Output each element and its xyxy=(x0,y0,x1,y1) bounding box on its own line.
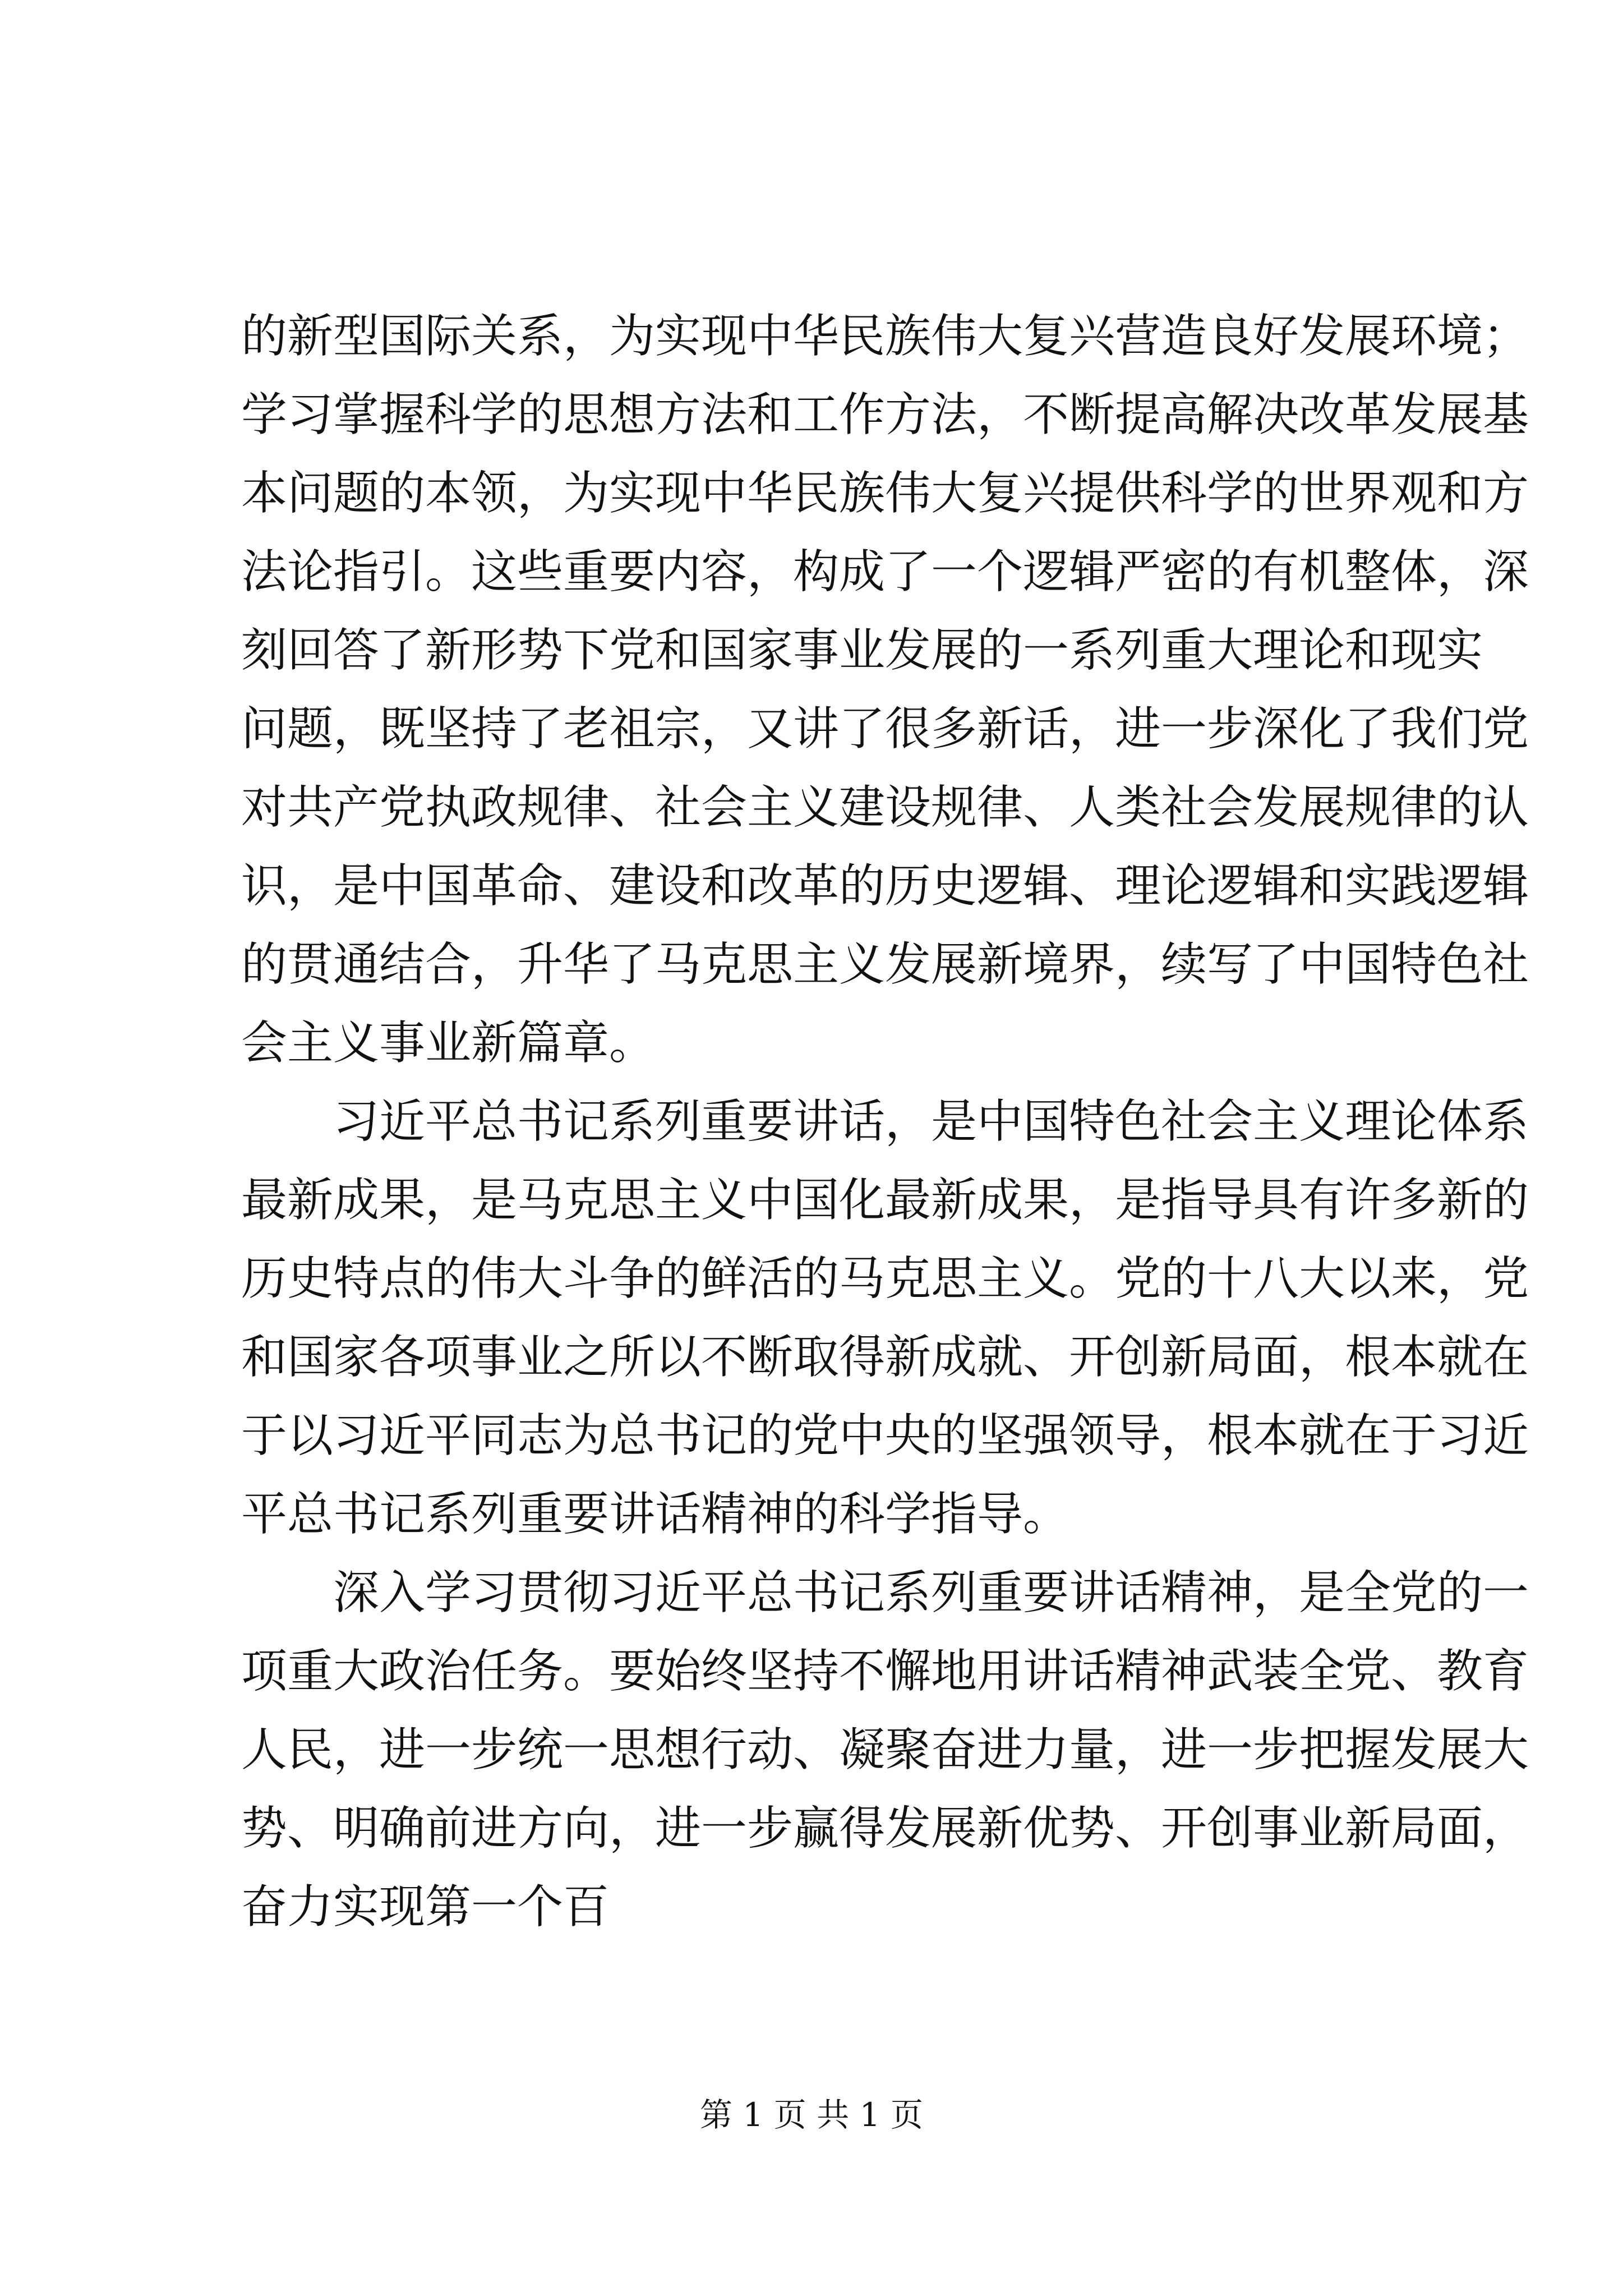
text-line: 和国家各项事业之所以不断取得新成就、开创新局面，根本就在 xyxy=(241,1331,1529,1384)
paragraph-2 xyxy=(241,1083,1529,1554)
paragraph-1 xyxy=(241,297,1529,1083)
page-footer xyxy=(0,2092,1623,2137)
text-line: 奋力实现第一个百 xyxy=(241,1880,610,1934)
text-line: 平总书记系列重要讲话精神的科学指导。 xyxy=(241,1488,1069,1541)
text-line: 刻回答了新形势下党和国家事业发展的一系列重大理论和现实 xyxy=(241,624,1483,677)
text-line: 历史特点的伟大斗争的鲜活的马克思主义。党的十八大以来，党 xyxy=(241,1252,1529,1305)
text-line: 势、明确前进方向，进一步赢得发展新优势、开创事业新局面， xyxy=(241,1802,1529,1855)
text-line: 学习掌握科学的思想方法和工作方法，不断提高解决改革发展基 xyxy=(241,388,1529,441)
text-line: 法论指引。这些重要内容，构成了一个逻辑严密的有机整体，深 xyxy=(241,545,1529,599)
text-line: 会主义事业新篇章。 xyxy=(241,1016,656,1070)
paragraph-3 xyxy=(241,1554,1529,1947)
text-line: 问题，既坚持了老祖宗，又讲了很多新话，进一步深化了我们党 xyxy=(241,702,1529,756)
text-line: 于以习近平同志为总书记的党中央的坚强领导，根本就在于习近 xyxy=(241,1409,1529,1462)
text-line: 的贯通结合，升华了马克思主义发展新境界，续写了中国特色社 xyxy=(241,938,1529,991)
text-line: 深入学习贯彻习近平总书记系列重要讲话精神，是全党的一 xyxy=(333,1566,1529,1619)
text-line: 最新成果，是马克思主义中国化最新成果，是指导具有许多新的 xyxy=(241,1174,1529,1227)
text-line: 的新型国际关系，为实现中华民族伟大复兴营造良好发展环境； xyxy=(241,310,1529,363)
document-body xyxy=(241,297,1529,1947)
text-line: 对共产党执政规律、社会主义建设规律、人类社会发展规律的认 xyxy=(241,781,1529,834)
text-line: 项重大政治任务。要始终坚持不懈地用讲话精神武装全党、教育 xyxy=(241,1645,1529,1698)
text-line: 习近平总书记系列重要讲话，是中国特色社会主义理论体系 xyxy=(333,1095,1529,1148)
text-line: 识，是中国革命、建设和改革的历史逻辑、理论逻辑和实践逻辑 xyxy=(241,859,1529,913)
text-line: 本问题的本领，为实现中华民族伟大复兴提供科学的世界观和方 xyxy=(241,467,1529,520)
page-number: 第 1 页 共 1 页 xyxy=(700,2096,923,2134)
text-line: 人民，进一步统一思想行动、凝聚奋进力量，进一步把握发展大 xyxy=(241,1723,1529,1777)
